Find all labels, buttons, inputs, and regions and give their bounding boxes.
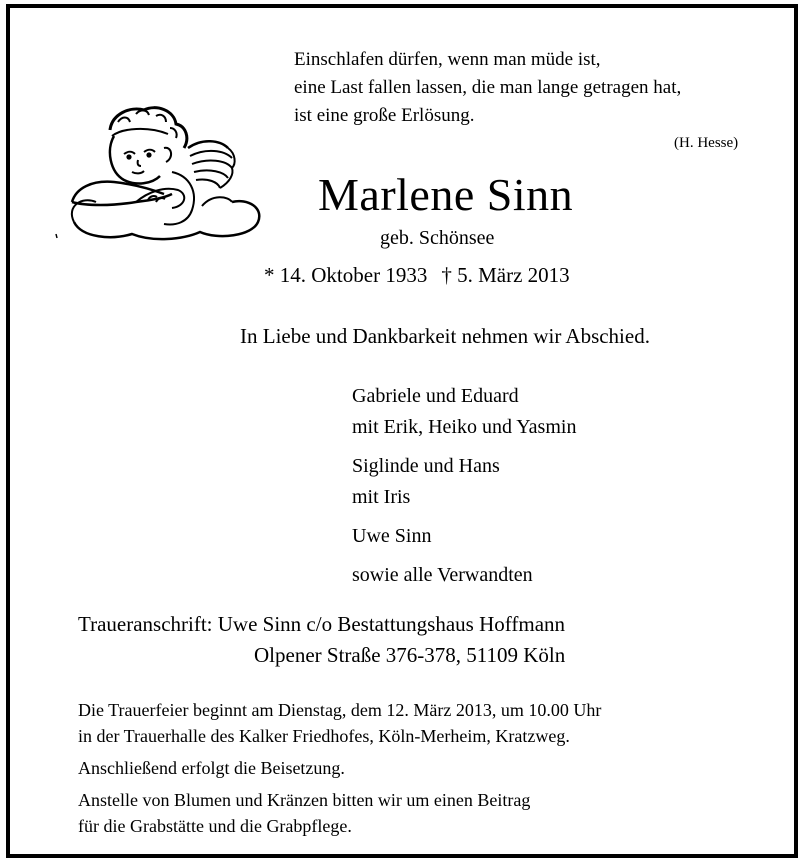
notice-line: für die Grabstätte und die Grabpflege.	[78, 816, 352, 836]
maiden-name: geb. Schönsee	[380, 227, 495, 249]
birth-date: * 14. Oktober 1933	[264, 263, 428, 287]
address-line: Traueranschrift: Uwe Sinn c/o Bestattungshaus Hoffmann	[78, 612, 566, 636]
quote-text	[294, 46, 681, 130]
notice-paragraph	[78, 697, 601, 749]
farewell-text: In Liebe und Dankbarkeit nehmen wir Abschied.	[240, 324, 650, 348]
family-line: mit Erik, Heiko und Yasmin	[352, 416, 577, 438]
family-line: mit Iris	[352, 486, 411, 508]
death-date: † 5. März 2013	[441, 263, 570, 287]
deceased-name: Marlene Sinn	[318, 169, 574, 220]
family-group	[352, 521, 576, 552]
family-group	[352, 560, 576, 591]
family-group	[352, 451, 576, 513]
notice-line: Anstelle von Blumen und Kränzen bitten wir um einen Beitrag	[78, 790, 531, 810]
notice-paragraph	[78, 787, 601, 839]
notice-line: Anschließend erfolgt die Beisetzung.	[78, 758, 345, 778]
notice-paragraph	[78, 755, 601, 781]
family-line: Gabriele und Eduard	[352, 385, 519, 407]
address-line: Olpener Straße 376-378, 51109 Köln	[254, 643, 566, 667]
quote-line: eine Last fallen lassen, die man lange getragen hat,	[294, 77, 682, 98]
family-line: Uwe Sinn	[352, 525, 432, 547]
cherub-angel-icon	[52, 102, 272, 252]
family-line: sowie alle Verwandten	[352, 564, 533, 586]
funeral-notice	[78, 697, 601, 845]
mourning-address	[78, 609, 565, 671]
quote-line: ist eine große Erlösung.	[294, 105, 475, 126]
notice-line: in der Trauerhalle des Kalker Friedhofes, Köln-Merheim, Kratzweg.	[78, 726, 570, 746]
quote-author: (H. Hesse)	[674, 135, 739, 151]
family-group	[352, 381, 576, 443]
quote-line: Einschlafen dürfen, wenn man müde ist,	[294, 49, 601, 70]
family-line: Siglinde und Hans	[352, 455, 500, 477]
obituary-frame	[6, 4, 798, 858]
family-list	[352, 381, 576, 599]
notice-line: Die Trauerfeier beginnt am Dienstag, dem 12. März 2013, um 10.00 Uhr	[78, 700, 602, 720]
life-dates	[264, 263, 570, 288]
